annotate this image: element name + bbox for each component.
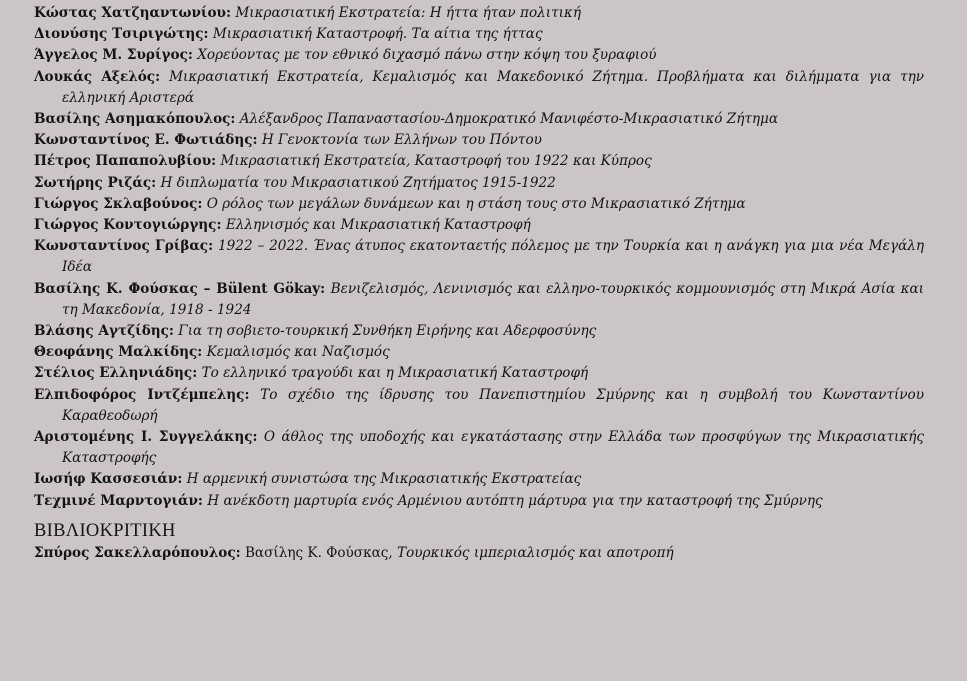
entry-title: Μικρασιατική Εκστρατεία, Καταστροφή του 1922 και Κύπρος: [220, 153, 652, 170]
contents-entry: [34, 130, 924, 151]
entry-title: Η διπλωματία του Μικρασιατικού Ζητήματος 1915-1922: [160, 174, 556, 191]
entry-title: 1922 – 2022. Ένας άτυπος εκατονταετής πόλεμος με την Τουρκία και η ανάγκη για μια νέα Μεγάλη Ιδέα: [62, 238, 925, 276]
entry-title: Μικρασιατική Καταστροφή. Τα αίτια της ήττας: [212, 26, 543, 43]
entry-author: Διονύσης Τσιριγώτης:: [34, 26, 209, 43]
entry-title: Αλέξανδρος Παπαναστασίου-Δημοκρατικό Μανιφέστο-Μικρασιατικό Ζήτημα: [239, 111, 779, 128]
entry-author: Γιώργος Κοντογιώργης:: [34, 217, 222, 234]
contents-entry: [34, 45, 924, 66]
entry-title: Η αρμενική συνιστώσα της Μικρασιατικής Εκστρατείας: [186, 471, 582, 488]
entry-author: Κώστας Χατζηαντωνίου:: [34, 5, 231, 21]
entry-title: Για τη σοβιετο-τουρκική Συνθήκη Ειρήνης και Αδερφοσύνης: [178, 323, 597, 340]
entry-title: Χορεύοντας με τον εθνικό διχασμό πάνω στην κόψη του ξυραφιού: [197, 47, 657, 64]
review-author: Σπύρος Σακελλαρόπουλος:: [34, 544, 241, 561]
entry-author: Ελπιδοφόρος Ιντζέμπελης:: [34, 386, 250, 403]
entry-author: Λουκάς Αξελός:: [34, 68, 161, 85]
entry-title: Η Γενοκτονία των Ελλήνων του Πόντου: [261, 132, 542, 149]
entry-title: Βενιζελισμός, Λενινισμός και ελληνο-τουρκικός κομμουνισμός στη Μικρά Ασία και τη Μακεδονία, 1918 - 1924: [62, 280, 924, 318]
contents-entry: [34, 342, 924, 363]
entry-title: Το σχέδιο της ίδρυσης του Πανεπιστημίου Σμύρνης και η συμβολή του Κωνσταντίνου Καραθεοδωρή: [62, 386, 925, 424]
entry-author: Σωτήρης Ριζάς:: [34, 174, 157, 191]
contents-entry: [34, 469, 924, 490]
entry-title: Κεμαλισμός και Ναζισμός: [206, 344, 390, 361]
contents-entry: [34, 24, 924, 45]
section-heading: ΒΙΒΛΙΟΚΡΙΤΙΚΗ: [34, 520, 176, 541]
contents-entry: [34, 151, 924, 172]
contents-entry: [34, 363, 924, 384]
entry-title: Ο ρόλος των μεγάλων δυνάμεων και η στάση τους στο Μικρασιατικό Ζήτημα: [206, 195, 746, 212]
entry-title: Μικρασιατική Εκστρατεία, Κεμαλισμός και Μακεδονικό Ζήτημα. Προβλήματα και διλήμματα για την ελληνική Αριστερά: [62, 68, 925, 106]
entry-author: Άγγελος Μ. Συρίγος:: [34, 47, 193, 64]
table-of-contents: [34, 3, 924, 564]
entry-author: Βασίλης Ασημακόπουλος:: [34, 111, 236, 128]
entry-title: Ελληνισμός και Μικρασιατική Καταστροφή: [225, 217, 531, 234]
entry-author: Θεοφάνης Μαλκίδης:: [34, 344, 203, 361]
contents-list: [34, 3, 924, 512]
contents-entry: [34, 173, 924, 194]
reviewed-book-title: Τουρκικός ιμπεριαλισμός και αποτροπή: [397, 544, 674, 561]
entry-author: Βλάσης Αγτζίδης:: [34, 323, 174, 340]
entry-author: Αριστομένης Ι. Συγγελάκης:: [34, 429, 258, 446]
review-entry: [34, 543, 924, 564]
book-review-section: [34, 519, 924, 564]
entry-author: Τεχμινέ Μαρντογιάν:: [34, 492, 203, 509]
entry-author: Γιώργος Σκλαβούνος:: [34, 195, 203, 212]
contents-entry: [34, 491, 924, 512]
contents-entry: [34, 279, 924, 321]
contents-entry: [34, 109, 924, 130]
contents-entry: [34, 321, 924, 342]
contents-entry: [34, 67, 924, 109]
contents-entry: [34, 215, 924, 236]
entry-author: Ιωσήφ Κασσεσιάν:: [34, 471, 183, 488]
contents-entry: [34, 236, 924, 278]
entry-title: Η ανέκδοτη μαρτυρία ενός Αρμένιου αυτόπτη μάρτυρα για την καταστροφή της Σμύρνης: [207, 492, 823, 509]
entry-author: Πέτρος Παπαπολυβίου:: [34, 153, 217, 170]
entry-title: Μικρασιατική Εκστρατεία: Η ήττα ήταν πολιτική: [235, 5, 581, 21]
reviewed-book-author: Βασίλης Κ. Φούσκας,: [244, 544, 393, 561]
contents-entry: [34, 3, 924, 24]
contents-entry: [34, 385, 924, 427]
entry-author: Κωνσταντίνος Ε. Φωτιάδης:: [34, 132, 258, 149]
entry-author: Στέλιος Ελληνιάδης:: [34, 365, 198, 382]
contents-entry: [34, 427, 924, 469]
entry-author: Κωνσταντίνος Γρίβας:: [34, 238, 214, 255]
contents-entry: [34, 194, 924, 215]
entry-title: Ο άθλος της υποδοχής και εγκατάστασης στην Ελλάδα των προσφύγων της Μικρασιατικής Καταστροφής: [62, 429, 924, 467]
entry-author: Βασίλης Κ. Φούσκας – Bülent Gökay:: [34, 280, 326, 297]
entry-title: Το ελληνικό τραγούδι και η Μικρασιατική Καταστροφή: [201, 365, 589, 382]
